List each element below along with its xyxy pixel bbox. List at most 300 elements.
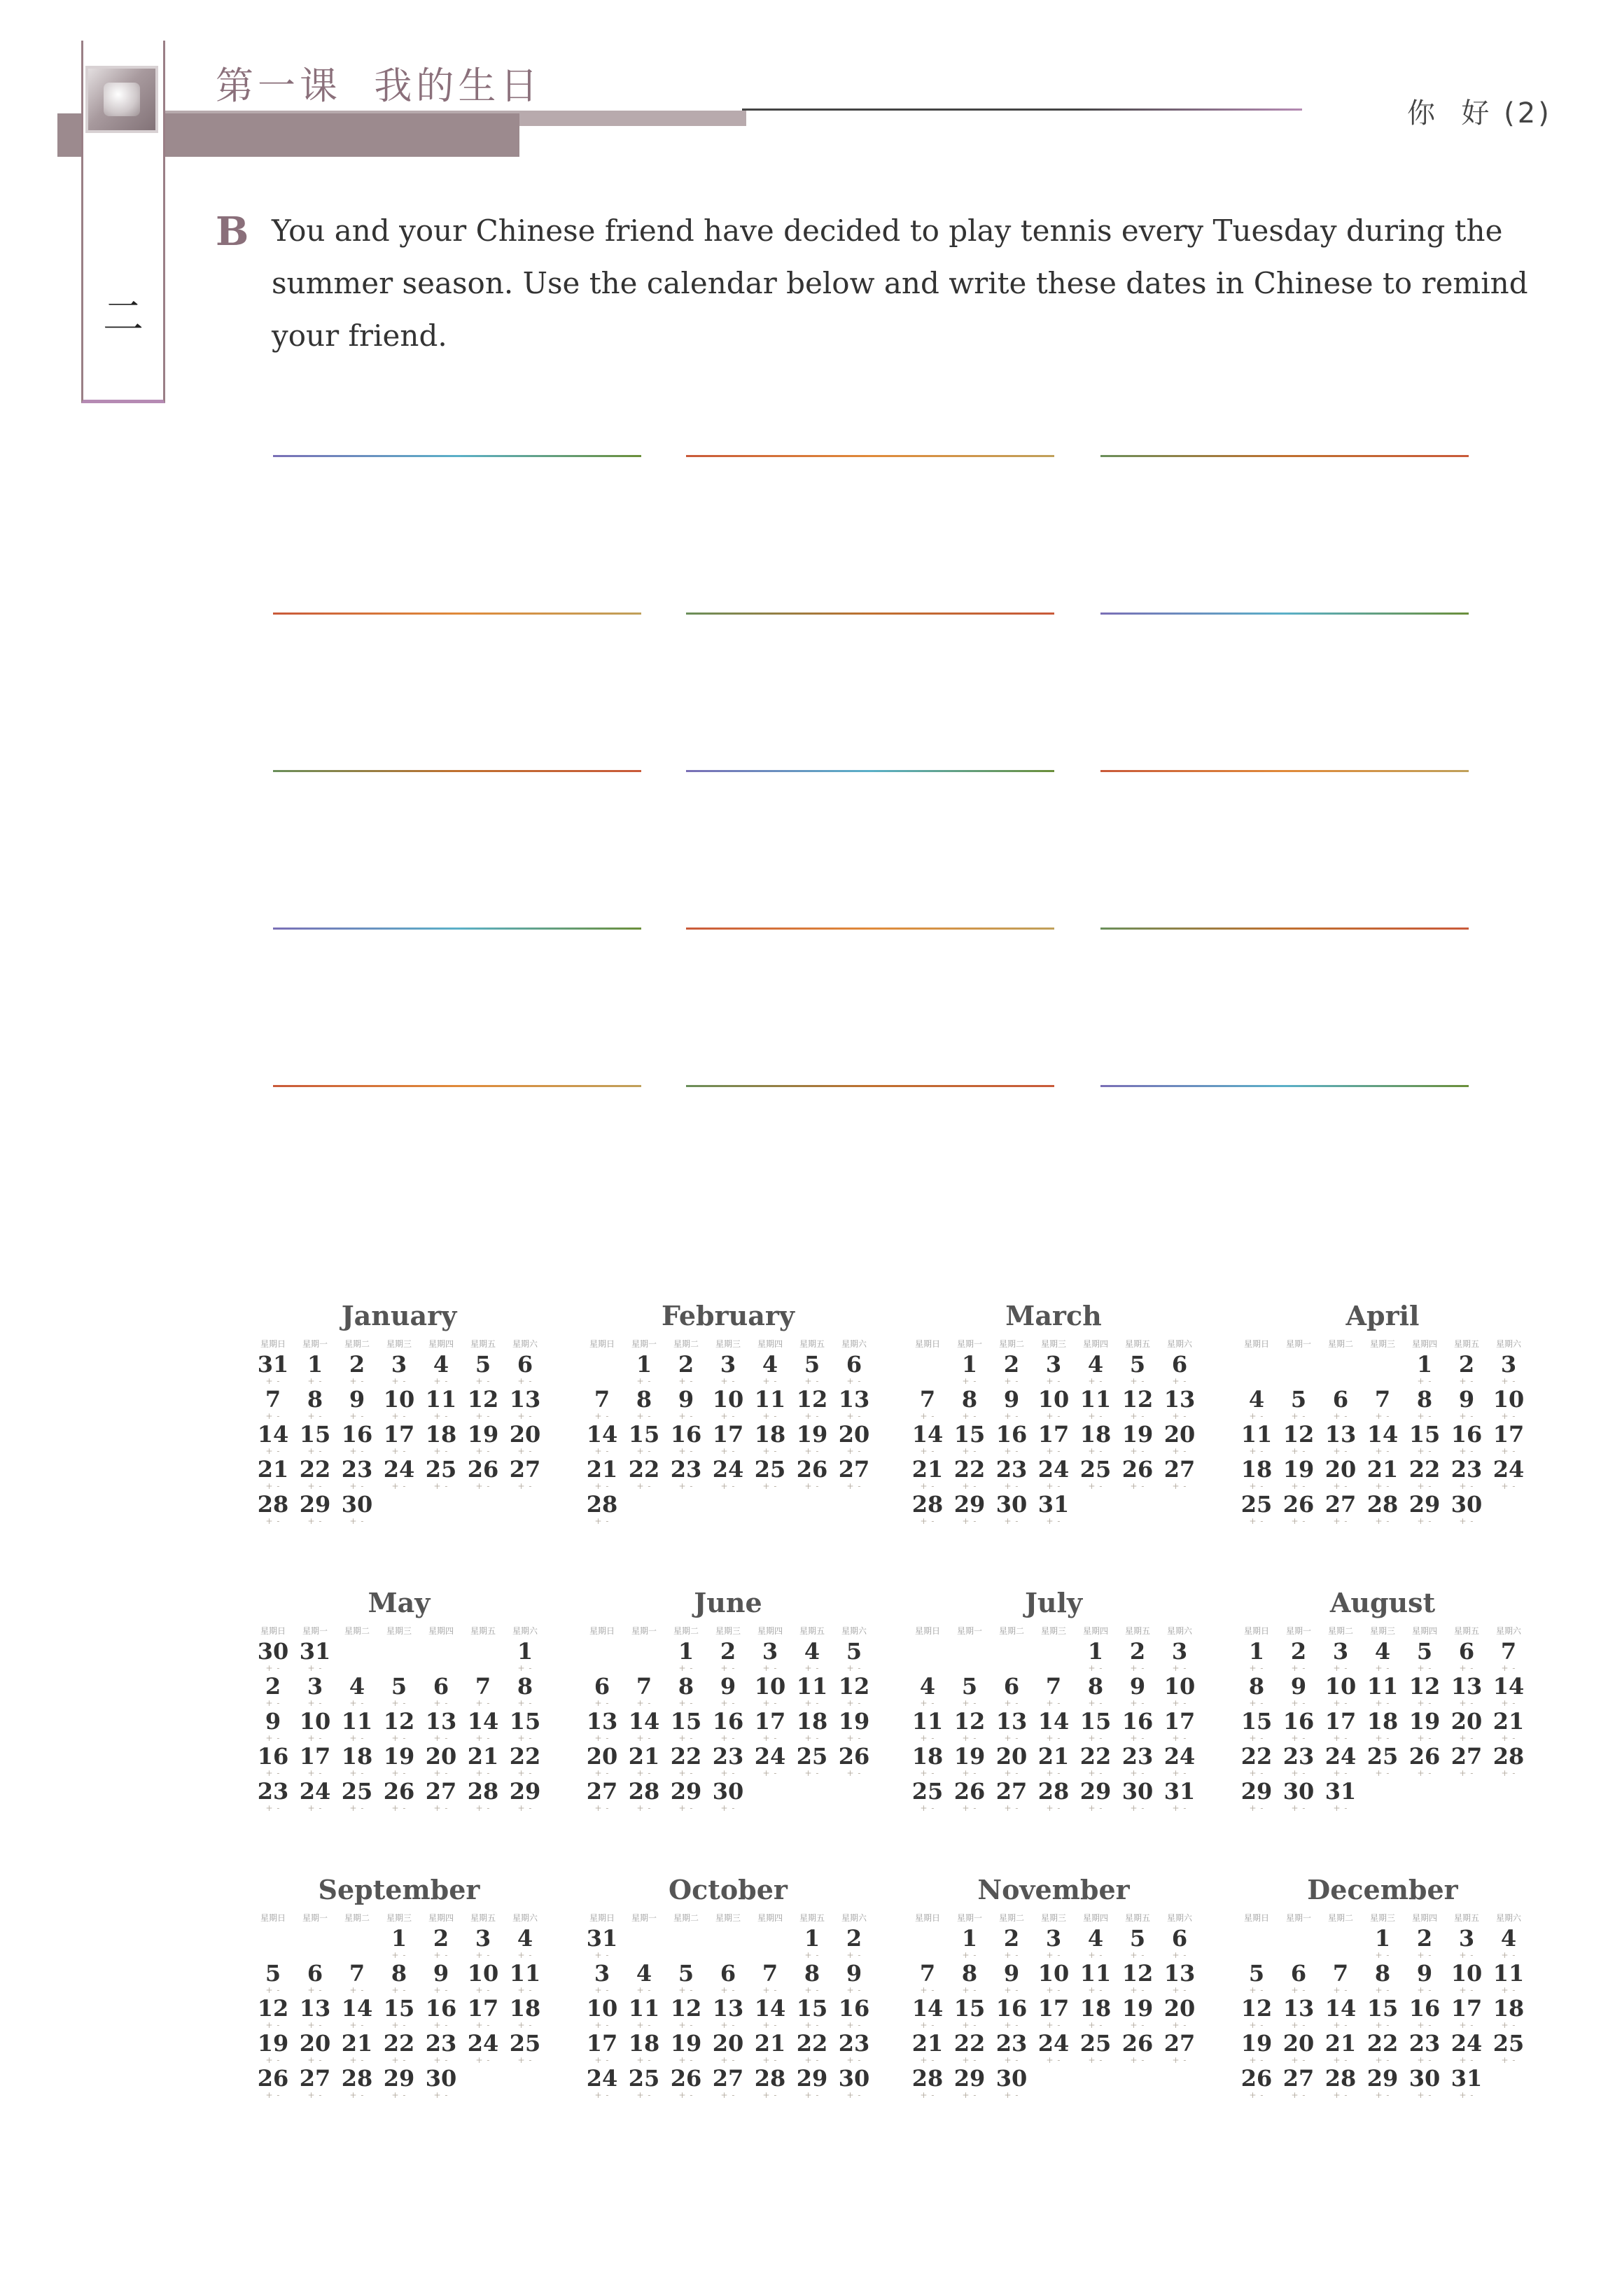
day-cell: 5 + - [1117, 1927, 1159, 1962]
day-cell: 20 + - [1159, 1423, 1201, 1458]
day-cell: 4 + - [791, 1640, 833, 1675]
year-calendar [252, 1298, 1547, 2152]
week-row [907, 1780, 1201, 1815]
day-cell: 2 + - [1446, 1353, 1488, 1388]
day-cell: 14 + - [1320, 1997, 1362, 2032]
week-row [252, 2067, 546, 2102]
weekday-label: 星期三 [715, 1339, 741, 1349]
day-cell: 16 + - [252, 1745, 294, 1780]
week-row [1236, 1423, 1530, 1458]
day-cell: 5 + - [665, 1962, 707, 1997]
day-cell: 18 + - [749, 1423, 791, 1458]
day-cell: 3 + - [378, 1353, 420, 1388]
day-cell: 13 + - [504, 1388, 546, 1423]
day-cell: 21 + - [907, 1458, 949, 1493]
day-cell: 24 + - [1033, 1458, 1075, 1493]
month-name: December [1307, 1874, 1458, 1905]
day-cell: 14 + - [581, 1423, 623, 1458]
day-cell: 4 + - [420, 1353, 462, 1388]
week-row [1236, 1927, 1530, 1962]
day-cell: 30 + - [1446, 1493, 1488, 1528]
day-cell: 25 + - [907, 1780, 949, 1815]
day-cell: 19 + - [378, 1745, 420, 1780]
day-cell [1362, 1353, 1404, 1388]
weekday-label: 星期日 [589, 1626, 615, 1636]
day-cell: 18 + - [1236, 1458, 1278, 1493]
day-cell: 21 + - [581, 1458, 623, 1493]
weekday-label: 星期五 [1453, 1626, 1479, 1636]
day-cell: 7 + - [1488, 1640, 1530, 1675]
week-row [581, 1353, 875, 1388]
day-cell: 20 + - [420, 1745, 462, 1780]
month-name: February [661, 1300, 795, 1331]
day-cell [907, 1353, 949, 1388]
day-cell: 4 + - [504, 1927, 546, 1962]
day-cell: 28 + - [1033, 1780, 1075, 1815]
weekday-label: 星期一 [302, 1626, 328, 1636]
day-cell: 6 + - [1446, 1640, 1488, 1675]
day-cell: 4 + - [1362, 1640, 1404, 1675]
day-cell: 16 + - [336, 1423, 378, 1458]
exercise-instruction: You and your Chinese friend have decided to play tennis every Tuesday during the summer season. Use the calendar below and write these dates in Chinese to remind your friend. [272, 214, 1528, 353]
day-cell [1278, 1353, 1320, 1388]
day-cell [504, 1493, 546, 1528]
weekday-label: 星期五 [470, 1626, 496, 1636]
day-cell: 13 + - [1159, 1388, 1201, 1423]
week-row [907, 1458, 1201, 1493]
month-july [907, 1586, 1201, 1815]
day-cell: 8 + - [1404, 1388, 1446, 1423]
day-cell: 17 + - [707, 1423, 749, 1458]
answer-line[interactable] [686, 770, 1054, 772]
day-cell: 26 + - [462, 1458, 504, 1493]
day-cell: 1 + - [949, 1927, 991, 1962]
day-cell: 30 + - [707, 1780, 749, 1815]
week-row [1236, 1780, 1530, 1815]
day-cell: 19 + - [791, 1423, 833, 1458]
month-name: May [368, 1587, 431, 1618]
weekday-label: 星期五 [1124, 1913, 1150, 1923]
week-row [1236, 1997, 1530, 2032]
day-cell: 28 + - [749, 2067, 791, 2102]
day-cell: 2 + - [833, 1927, 875, 1962]
day-cell: 22 + - [1075, 1745, 1117, 1780]
weekday-label: 星期二 [344, 1913, 370, 1923]
weekday-label: 星期五 [1453, 1913, 1479, 1923]
weekday-label: 星期五 [799, 1339, 825, 1349]
week-row [907, 1745, 1201, 1780]
day-cell: 7 + - [907, 1388, 949, 1423]
day-cell: 18 + - [1075, 1423, 1117, 1458]
day-cell: 15 + - [623, 1423, 665, 1458]
day-cell: 3 + - [581, 1962, 623, 1997]
day-cell: 1 + - [791, 1927, 833, 1962]
day-cell: 12 + - [791, 1388, 833, 1423]
day-cell [707, 1493, 749, 1528]
day-cell: 9 + - [707, 1675, 749, 1710]
day-cell: 16 + - [1446, 1423, 1488, 1458]
day-cell [1159, 2067, 1201, 2102]
weekday-label: 星期日 [260, 1626, 286, 1636]
day-cell [749, 1780, 791, 1815]
day-cell [833, 1780, 875, 1815]
day-cell: 7 + - [336, 1962, 378, 1997]
day-cell: 24 + - [1033, 2032, 1075, 2067]
day-cell: 13 + - [581, 1710, 623, 1745]
day-cell: 20 + - [294, 2032, 336, 2067]
day-cell: 23 + - [1278, 1745, 1320, 1780]
day-cell: 11 + - [336, 1710, 378, 1745]
day-cell: 4 + - [907, 1675, 949, 1710]
answer-line[interactable] [686, 927, 1054, 930]
day-cell: 19 + - [665, 2032, 707, 2067]
day-cell: 26 + - [833, 1745, 875, 1780]
day-cell [1075, 1493, 1117, 1528]
day-cell: 5 + - [791, 1353, 833, 1388]
month-november [907, 1872, 1201, 2102]
day-cell: 25 + - [1236, 1493, 1278, 1528]
day-cell: 25 + - [420, 1458, 462, 1493]
day-cell: 11 + - [504, 1962, 546, 1997]
day-cell: 11 + - [1075, 1962, 1117, 1997]
weekday-label: 星期六 [512, 1626, 538, 1636]
day-cell: 26 + - [1117, 1458, 1159, 1493]
day-cell: 24 + - [462, 2032, 504, 2067]
day-cell: 21 + - [1488, 1710, 1530, 1745]
day-cell: 9 + - [665, 1388, 707, 1423]
day-cell: 15 + - [1362, 1997, 1404, 2032]
day-cell [336, 1927, 378, 1962]
day-cell: 29 + - [949, 1493, 991, 1528]
day-cell: 22 + - [294, 1458, 336, 1493]
day-cell: 30 + - [833, 2067, 875, 2102]
day-cell: 14 + - [336, 1997, 378, 2032]
weekday-label: 星期四 [428, 1626, 454, 1636]
answer-line[interactable] [273, 1085, 641, 1087]
day-cell: 14 + - [1362, 1423, 1404, 1458]
day-cell: 8 + - [294, 1388, 336, 1423]
week-row [907, 1353, 1201, 1388]
day-cell: 16 + - [991, 1423, 1033, 1458]
week-row [1236, 1353, 1530, 1388]
month-name: October [669, 1874, 788, 1905]
weekday-label: 星期二 [998, 1626, 1024, 1636]
day-cell: 15 + - [378, 1997, 420, 2032]
day-cell: 10 + - [1320, 1675, 1362, 1710]
weekday-label: 星期六 [1166, 1626, 1192, 1636]
weekday-label: 星期一 [631, 1339, 657, 1349]
day-cell: 10 + - [462, 1962, 504, 1997]
day-cell: 20 + - [1278, 2032, 1320, 2067]
day-cell [1033, 2067, 1075, 2102]
weekday-label: 星期六 [1495, 1913, 1521, 1923]
weekday-label: 星期日 [260, 1339, 286, 1349]
day-cell: 2 + - [1117, 1640, 1159, 1675]
day-cell: 5 + - [1404, 1640, 1446, 1675]
day-cell: 10 + - [581, 1997, 623, 2032]
answer-line[interactable] [273, 927, 641, 930]
day-cell: 6 + - [1159, 1927, 1201, 1962]
weekday-header [1236, 1338, 1530, 1353]
week-row [252, 1423, 546, 1458]
day-cell: 23 + - [991, 2032, 1033, 2067]
weekday-label: 星期一 [631, 1913, 657, 1923]
week-row [907, 1423, 1201, 1458]
day-cell: 3 + - [1033, 1927, 1075, 1962]
day-cell: 25 + - [1362, 1745, 1404, 1780]
day-cell: 28 + - [1320, 2067, 1362, 2102]
week-row [581, 1780, 875, 1815]
day-cell [833, 1493, 875, 1528]
day-cell: 6 + - [581, 1675, 623, 1710]
day-cell: 28 + - [462, 1780, 504, 1815]
day-cell: 14 + - [252, 1423, 294, 1458]
day-cell: 15 + - [949, 1423, 991, 1458]
day-cell: 19 + - [833, 1710, 875, 1745]
day-cell [378, 1640, 420, 1675]
day-cell: 14 + - [462, 1710, 504, 1745]
weekday-label: 星期日 [260, 1913, 286, 1923]
week-row [252, 1962, 546, 1997]
day-cell [1159, 1493, 1201, 1528]
weekday-label: 星期五 [799, 1913, 825, 1923]
answer-line[interactable] [1100, 770, 1469, 772]
day-cell: 23 + - [1404, 2032, 1446, 2067]
day-cell: 18 + - [420, 1423, 462, 1458]
day-cell: 12 + - [1404, 1675, 1446, 1710]
week-row [252, 1927, 546, 1962]
day-cell: 25 + - [1488, 2032, 1530, 2067]
weekday-label: 星期六 [841, 1626, 867, 1636]
week-row [1236, 1493, 1530, 1528]
day-cell: 6 + - [991, 1675, 1033, 1710]
answer-line[interactable] [273, 612, 641, 615]
day-cell: 9 + - [991, 1962, 1033, 1997]
day-cell [462, 1493, 504, 1528]
day-cell [1117, 2067, 1159, 2102]
day-cell: 21 + - [623, 1745, 665, 1780]
weekday-label: 星期四 [757, 1626, 783, 1636]
day-cell: 26 + - [949, 1780, 991, 1815]
day-cell: 12 + - [378, 1710, 420, 1745]
weekday-label: 星期日 [914, 1339, 940, 1349]
day-cell: 15 + - [1236, 1710, 1278, 1745]
day-cell: 22 + - [1362, 2032, 1404, 2067]
day-cell [1236, 1353, 1278, 1388]
book-title: 你 好 (2) [1407, 97, 1552, 130]
day-cell: 13 + - [420, 1710, 462, 1745]
week-row [581, 1458, 875, 1493]
week-row [252, 1997, 546, 2032]
weekday-label: 星期二 [1327, 1913, 1353, 1923]
weekday-label: 星期二 [998, 1339, 1024, 1349]
day-cell: 9 + - [1404, 1962, 1446, 1997]
day-cell: 30 + - [991, 2067, 1033, 2102]
day-cell: 5 + - [252, 1962, 294, 1997]
day-cell [1320, 1927, 1362, 1962]
day-cell: 12 + - [1117, 1962, 1159, 1997]
week-row [907, 1710, 1201, 1745]
day-cell: 7 + - [581, 1388, 623, 1423]
day-cell: 22 + - [504, 1745, 546, 1780]
weekday-label: 星期四 [1411, 1339, 1437, 1349]
day-cell: 21 + - [1320, 2032, 1362, 2067]
day-cell: 7 + - [252, 1388, 294, 1423]
day-cell: 22 + - [665, 1745, 707, 1780]
answer-line[interactable] [1100, 1085, 1469, 1087]
day-cell: 15 + - [1075, 1710, 1117, 1745]
day-cell: 1 + - [1362, 1927, 1404, 1962]
day-cell: 11 + - [1488, 1962, 1530, 1997]
day-cell: 5 + - [949, 1675, 991, 1710]
day-cell [749, 1493, 791, 1528]
weekday-label: 星期五 [1124, 1339, 1150, 1349]
day-cell [462, 1640, 504, 1675]
day-cell: 24 + - [1488, 1458, 1530, 1493]
weekday-label: 星期二 [673, 1339, 699, 1349]
week-row [907, 1388, 1201, 1423]
day-cell: 28 + - [1488, 1745, 1530, 1780]
weekday-label: 星期三 [1040, 1339, 1066, 1349]
day-cell: 22 + - [1236, 1745, 1278, 1780]
day-cell: 2 + - [665, 1353, 707, 1388]
day-cell: 6 + - [1159, 1353, 1201, 1388]
day-cell: 15 + - [791, 1997, 833, 2032]
day-cell: 31 + - [294, 1640, 336, 1675]
day-cell [1404, 1780, 1446, 1815]
answer-line[interactable] [1100, 927, 1469, 930]
day-cell: 12 + - [252, 1997, 294, 2032]
weekday-label: 星期六 [841, 1339, 867, 1349]
day-cell [1488, 2067, 1530, 2102]
day-cell: 5 + - [1236, 1962, 1278, 1997]
day-cell: 24 + - [294, 1780, 336, 1815]
day-cell: 1 + - [294, 1353, 336, 1388]
weekday-label: 星期一 [956, 1626, 982, 1636]
answer-line[interactable] [1100, 612, 1469, 615]
day-cell: 12 + - [833, 1675, 875, 1710]
week-row [252, 1353, 546, 1388]
day-cell: 17 + - [1033, 1423, 1075, 1458]
month-september [252, 1872, 546, 2102]
day-cell: 9 + - [420, 1962, 462, 1997]
day-cell: 26 + - [665, 2067, 707, 2102]
day-cell: 10 + - [1446, 1962, 1488, 1997]
day-cell: 24 + - [1320, 1745, 1362, 1780]
day-cell: 5 + - [833, 1640, 875, 1675]
day-cell: 23 + - [833, 2032, 875, 2067]
weekday-label: 星期六 [841, 1913, 867, 1923]
day-cell: 8 + - [1362, 1962, 1404, 1997]
day-cell: 27 + - [294, 2067, 336, 2102]
day-cell: 19 + - [462, 1423, 504, 1458]
month-name: July [1024, 1587, 1083, 1618]
day-cell: 4 + - [623, 1962, 665, 1997]
day-cell [907, 1927, 949, 1962]
answer-line[interactable] [1100, 455, 1469, 457]
day-cell: 24 + - [378, 1458, 420, 1493]
day-cell [1488, 1780, 1530, 1815]
day-cell [336, 1640, 378, 1675]
weekday-label: 星期二 [344, 1626, 370, 1636]
day-cell: 20 + - [1320, 1458, 1362, 1493]
day-cell: 21 + - [462, 1745, 504, 1780]
day-cell: 16 + - [1278, 1710, 1320, 1745]
weekday-header [581, 1912, 875, 1927]
weekday-label: 星期四 [1411, 1626, 1437, 1636]
day-cell: 17 + - [1446, 1997, 1488, 2032]
day-cell [623, 1493, 665, 1528]
day-cell: 18 + - [623, 2032, 665, 2067]
month-name: April [1345, 1300, 1420, 1331]
day-cell [623, 1640, 665, 1675]
answer-line[interactable] [686, 1085, 1054, 1087]
day-cell [991, 1640, 1033, 1675]
week-row [252, 1640, 546, 1675]
day-cell: 21 + - [1362, 1458, 1404, 1493]
weekday-label: 星期三 [715, 1913, 741, 1923]
day-cell: 12 + - [665, 1997, 707, 2032]
answer-line[interactable] [273, 455, 641, 457]
day-cell: 31 + - [1320, 1780, 1362, 1815]
day-cell [1075, 2067, 1117, 2102]
week-row [581, 2032, 875, 2067]
week-row [252, 2032, 546, 2067]
day-cell: 10 + - [1159, 1675, 1201, 1710]
day-cell: 17 + - [749, 1710, 791, 1745]
day-cell: 29 + - [1075, 1780, 1117, 1815]
day-cell: 29 + - [504, 1780, 546, 1815]
day-cell: 8 + - [504, 1675, 546, 1710]
day-cell: 23 + - [336, 1458, 378, 1493]
day-cell: 24 + - [1446, 2032, 1488, 2067]
day-cell [623, 1927, 665, 1962]
day-cell: 2 + - [707, 1640, 749, 1675]
week-row [581, 1962, 875, 1997]
day-cell: 10 + - [1033, 1962, 1075, 1997]
day-cell: 28 + - [336, 2067, 378, 2102]
day-cell: 1 + - [504, 1640, 546, 1675]
day-cell: 27 + - [991, 1780, 1033, 1815]
day-cell: 19 + - [1117, 1997, 1159, 2032]
day-cell: 15 + - [504, 1710, 546, 1745]
day-cell: 26 + - [1117, 2032, 1159, 2067]
day-cell: 18 + - [791, 1710, 833, 1745]
month-march [907, 1298, 1201, 1528]
day-cell: 28 + - [1362, 1493, 1404, 1528]
weekday-label: 星期六 [1495, 1626, 1521, 1636]
day-cell: 31 + - [252, 1353, 294, 1388]
answer-line[interactable] [686, 455, 1054, 457]
day-cell: 31 + - [581, 1927, 623, 1962]
day-cell: 6 + - [833, 1353, 875, 1388]
day-cell: 14 + - [749, 1997, 791, 2032]
week-row [581, 1640, 875, 1675]
weekday-label: 星期四 [757, 1339, 783, 1349]
answer-line[interactable] [273, 770, 641, 772]
day-cell: 22 + - [949, 1458, 991, 1493]
weekday-label: 星期一 [956, 1339, 982, 1349]
week-row [581, 1675, 875, 1710]
day-cell: 11 + - [907, 1710, 949, 1745]
day-cell: 26 + - [1278, 1493, 1320, 1528]
day-cell: 28 + - [623, 1780, 665, 1815]
weekday-label: 星期六 [1166, 1913, 1192, 1923]
day-cell: 16 + - [991, 1997, 1033, 2032]
answer-line[interactable] [686, 612, 1054, 615]
weekday-label: 星期二 [998, 1913, 1024, 1923]
day-cell: 13 + - [707, 1997, 749, 2032]
